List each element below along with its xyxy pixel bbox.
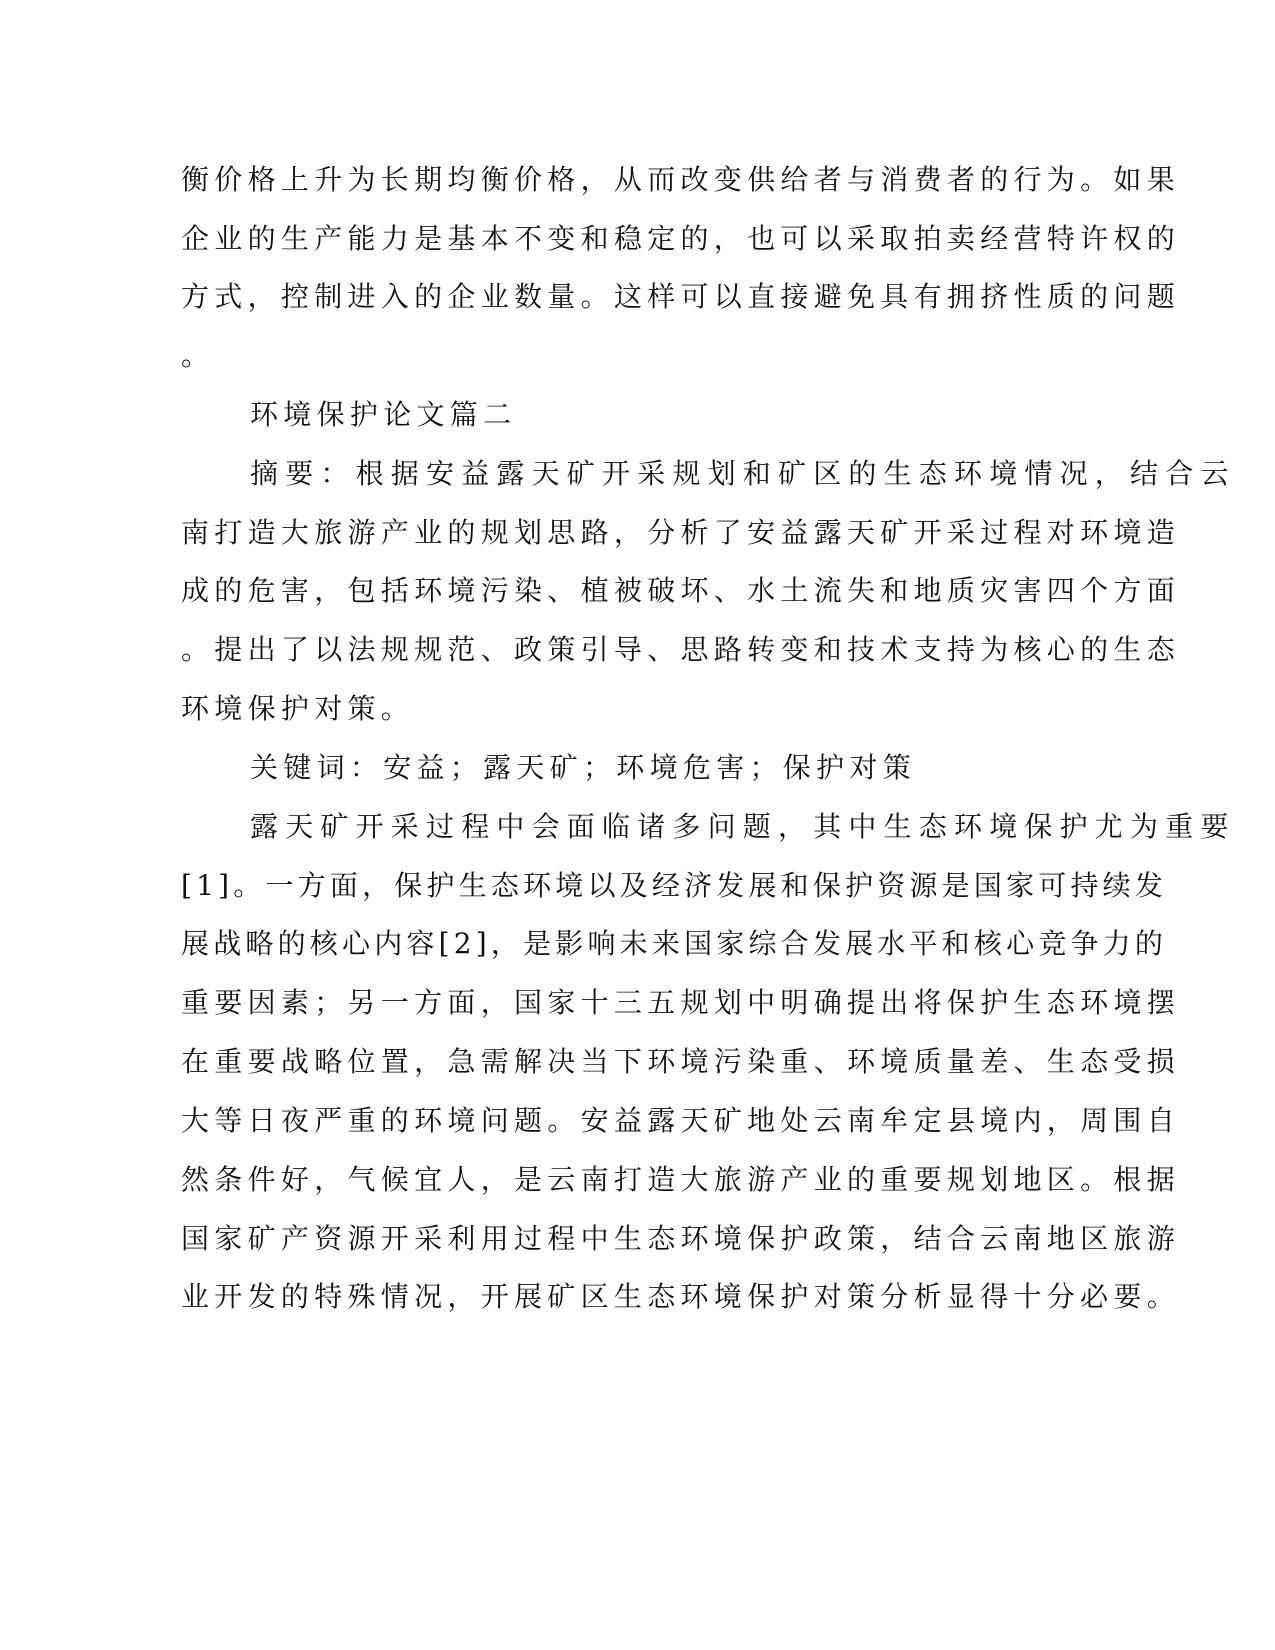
abstract-line: 。提出了以法规规范、政策引导、思路转变和技术支持为核心的生态 <box>181 633 1181 666</box>
body-text-line: 。 <box>181 339 215 372</box>
body-text-line: 衡价格上升为长期均衡价格，从而改变供给者与消费者的行为。如果 <box>181 163 1181 196</box>
body-text-line: [1]。一方面，保护生态环境以及经济发展和保护资源是国家可持续发 <box>181 869 1168 902</box>
keywords-line: 关键词：安益；露天矿；环境危害；保护对策 <box>250 751 917 784</box>
body-text-line: 企业的生产能力是基本不变和稳定的，也可以采取拍卖经营特许权的 <box>181 222 1181 255</box>
abstract-line: 摘要：根据安益露天矿开采规划和矿区的生态环境情况，结合云 <box>250 457 1236 490</box>
body-text-line: 国家矿产资源开采利用过程中生态环境保护政策，结合云南地区旅游 <box>181 1222 1181 1255</box>
body-text-line: 重要因素；另一方面，国家十三五规划中明确提出将保护生态环境摆 <box>181 986 1181 1019</box>
body-text-line: 方式，控制进入的企业数量。这样可以直接避免具有拥挤性质的问题 <box>181 280 1181 313</box>
section-heading: 环境保护论文篇二 <box>250 398 517 431</box>
abstract-line: 环境保护对策。 <box>181 692 415 725</box>
body-text-line: 露天矿开采过程中会面临诸多问题，其中生态环境保护尤为重要 <box>250 810 1236 843</box>
body-text-line: 展战略的核心内容[2]，是影响未来国家综合发展水平和核心竞争力的 <box>181 927 1168 960</box>
body-text-line: 在重要战略位置，急需解决当下环境污染重、环境质量差、生态受损 <box>181 1045 1181 1078</box>
body-text-line: 业开发的特殊情况，开展矿区生态环境保护对策分析显得十分必要。 <box>181 1280 1181 1313</box>
abstract-line: 南打造大旅游产业的规划思路，分析了安益露天矿开采过程对环境造 <box>181 516 1181 549</box>
body-text-line: 大等日夜严重的环境问题。安益露天矿地处云南牟定县境内，周围自 <box>181 1104 1181 1137</box>
body-text-line: 然条件好，气候宜人，是云南打造大旅游产业的重要规划地区。根据 <box>181 1163 1181 1196</box>
abstract-line: 成的危害，包括环境污染、植被破坏、水土流失和地质灾害四个方面 <box>181 574 1181 607</box>
